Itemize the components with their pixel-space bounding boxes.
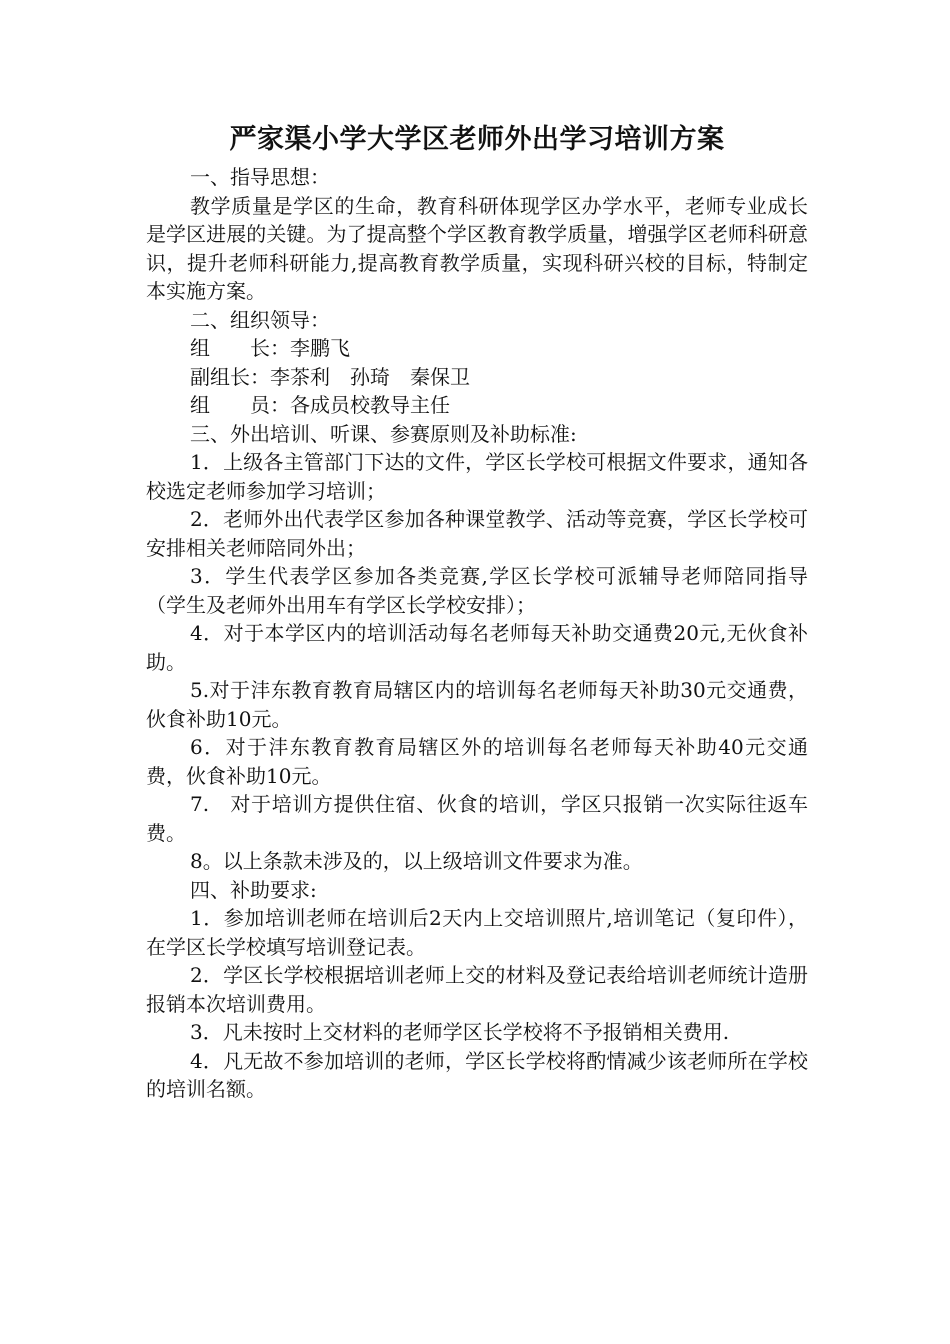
requirement-item-3: 3．凡未按时上交材料的老师学区长学校将不予报销相关费用. [190, 1020, 730, 1044]
principle-item-2: 2．老师外出代表学区参加各种课堂教学、活动等竞赛，学区长学校可安排相关老师陪同外出； [146, 507, 808, 560]
requirement-item-2: 2．学区长学校根据培训老师上交的材料及登记表给培训老师统计造册报销本次培训费用。 [146, 963, 808, 1016]
requirement-item-1: 1．参加培训老师在培训后2天内上交培训照片,培训笔记（复印件），在学区长学校填写培训登记表。 [146, 906, 808, 959]
principle-item-4: 4．对于本学区内的培训活动每名老师每天补助交通费20元,无伙食补助。 [146, 621, 808, 674]
principle-item-1: 1．上级各主管部门下达的文件，学区长学校可根据文件要求，通知各校选定老师参加学习培训； [146, 450, 808, 503]
section-heading-guiding-ideology: 一、指导思想： [190, 165, 330, 189]
section-heading-organization: 二、组织领导： [190, 307, 330, 332]
principle-item-8: 8。以上条款未涉及的，以上级培训文件要求为准。 [190, 849, 643, 873]
document-title: 严家渠小学大学区老师外出学习培训方案 [229, 124, 725, 155]
team-leader-line: 组 长：李鹏飞 [190, 336, 350, 360]
document-body [146, 120, 808, 1104]
principle-item-7: 7. 对于培训方提供住宿、伙食的培训，学区只报销一次实际往返车费。 [146, 792, 808, 845]
deputy-leader-line: 副组长：李茶利 孙琦 秦保卫 [190, 364, 470, 389]
section-heading-principles: 三、外出培训、听课、参赛原则及补助标准: [190, 421, 577, 446]
paragraph-guiding-ideology: 教学质量是学区的生命，教育科研体现学区办学水平，老师专业成长是学区进展的关键。为了提高整个学区教育教学质量，增强学区老师科研意识，提升老师科研能力,提高教育教学质量，实现科研兴校的目标，特制定本实施方案。 [146, 193, 808, 303]
principle-item-5: 5.对于沣东教育教育局辖区内的培训每名老师每天补助30元交通费，伙食补助10元。 [146, 678, 808, 731]
principle-item-3: 3．学生代表学区参加各类竞赛,学区长学校可派辅导老师陪同指导（学生及老师外出用车有学区长学校安排）； [146, 564, 808, 617]
requirement-item-4: 4．凡无故不参加培训的老师，学区长学校将酌情减少该老师所在学校的培训名额。 [146, 1048, 808, 1101]
team-members-line: 组 员：各成员校教导主任 [190, 393, 450, 417]
principle-item-6: 6．对于沣东教育教育局辖区外的培训每名老师每天补助40元交通费，伙食补助10元。 [146, 735, 808, 788]
section-heading-subsidy-requirements: 四、补助要求: [190, 877, 317, 902]
